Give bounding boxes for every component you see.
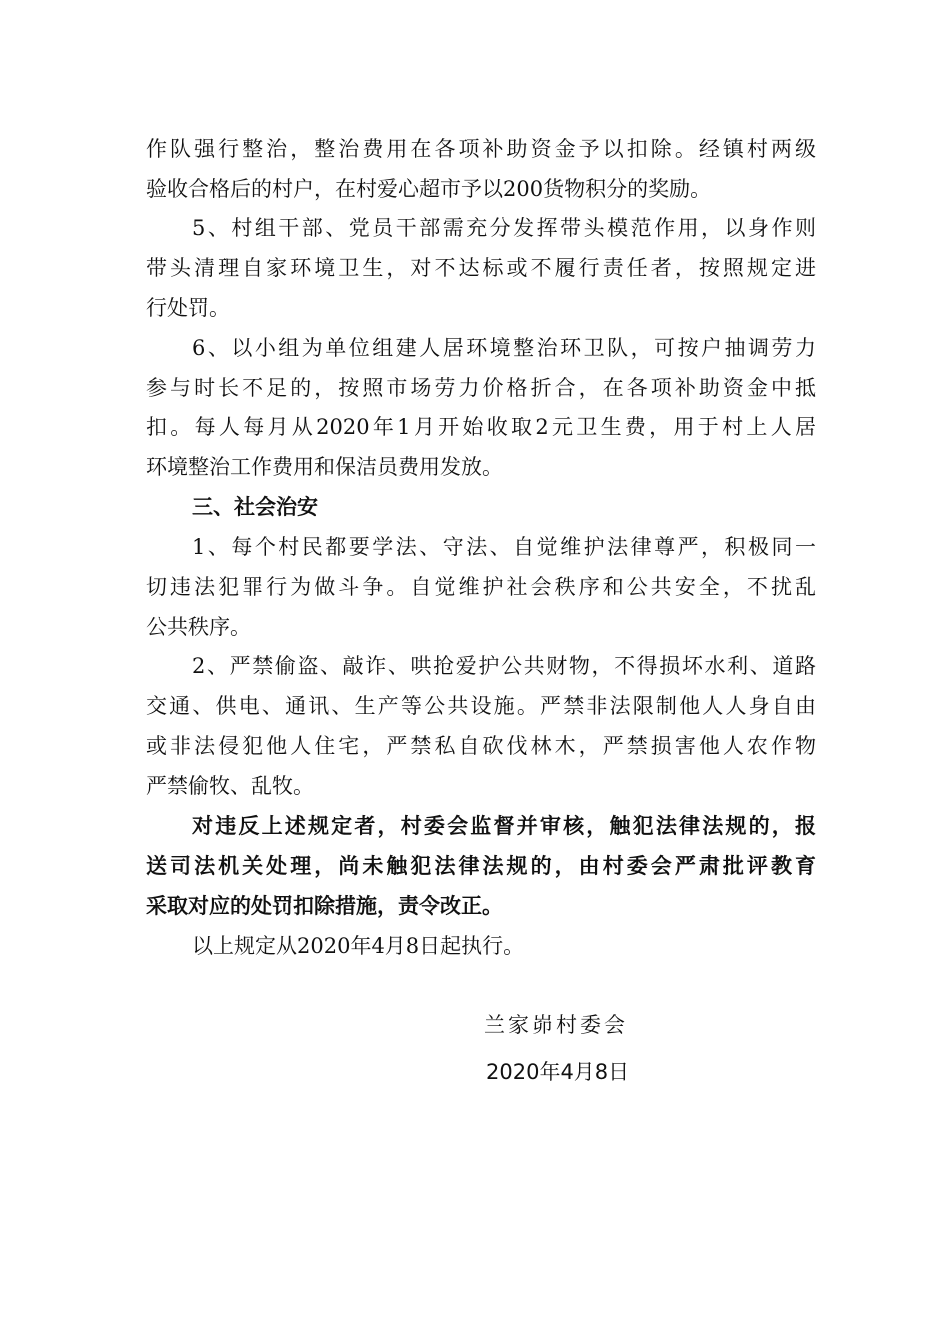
paragraph-line: 或非法侵犯他人住宅，严禁私自砍伐林木，严禁损害他人农作物	[146, 734, 816, 758]
paragraph-line: 5、村组干部、党员干部需充分发挥带头模范作用，以身作则	[192, 216, 816, 240]
paragraph-line: 交通、供电、通讯、生产等公共设施。严禁非法限制他人人身自由	[146, 694, 816, 718]
paragraph-line: 行处罚。	[146, 296, 230, 320]
paragraph-line: 作队强行整治，整治费用在各项补助资金予以扣除。经镇村两级	[146, 137, 816, 161]
paragraph-line: 带头清理自家环境卫生，对不达标或不履行责任者，按照规定进	[146, 256, 816, 280]
paragraph-line: 验收合格后的村户，在村爱心超市予以200货物积分的奖励。	[146, 177, 712, 201]
signature-date: 2020年4月8日	[486, 1060, 630, 1084]
paragraph-line: 扣。每人每月从2020年1月开始收取2元卫生费，用于村上人居	[146, 415, 816, 439]
paragraph-line: 参与时长不足的，按照市场劳力价格折合，在各项补助资金中抵	[146, 376, 816, 400]
paragraph-line: 2、严禁偷盗、敲诈、哄抢爱护公共财物，不得损坏水利、道路	[192, 654, 816, 678]
bold-paragraph-line: 采取对应的处罚扣除措施，责令改正。	[146, 893, 503, 918]
bold-paragraph-line: 送司法机关处理，尚未触犯法律法规的，由村委会严肃批评教育	[146, 853, 816, 878]
paragraph-line: 公共秩序。	[146, 615, 251, 639]
paragraph-line: 6、以小组为单位组建人居环境整治环卫队，可按户抽调劳力	[192, 336, 816, 360]
paragraph-line: 环境整治工作费用和保洁员费用发放。	[146, 455, 503, 479]
bold-paragraph-line: 对违反上述规定者，村委会监督并审核，触犯法律法规的，报	[192, 813, 816, 838]
paragraph-line: 切违法犯罪行为做斗争。自觉维护社会秩序和公共安全，不扰乱	[146, 575, 816, 599]
paragraph-line: 1、每个村民都要学法、守法、自觉维护法律尊严，积极同一	[192, 535, 816, 559]
signature-organization: 兰家峁村委会	[484, 1013, 628, 1037]
section-heading: 三、社会治安	[192, 494, 318, 519]
paragraph-line: 严禁偷牧、乱牧。	[146, 774, 314, 798]
effective-date-line: 以上规定从2020年4月8日起执行。	[192, 934, 525, 958]
